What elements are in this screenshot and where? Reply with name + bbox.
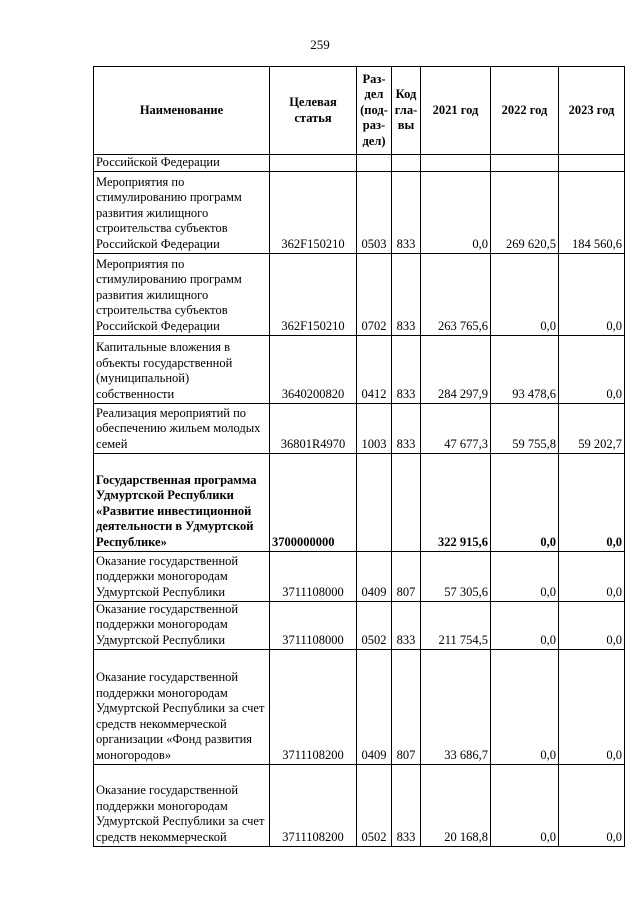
row-value-2022: 93 478,6 (491, 335, 559, 403)
row-name: Оказание государственной поддержки моногородам Удмуртской Республики (94, 601, 270, 649)
row-section (357, 453, 392, 551)
row-value-2022: 59 755,8 (491, 403, 559, 453)
row-target-article: 3711108000 (270, 551, 357, 601)
row-section: 0502 (357, 764, 392, 846)
row-target-article (270, 155, 357, 172)
row-chapter: 807 (392, 649, 421, 764)
row-target-article: 3640200820 (270, 335, 357, 403)
row-value-2023: 0,0 (559, 453, 625, 551)
row-name: Оказание государственной поддержки моногородам Удмуртской Республики за счет средств некоммерческой (94, 764, 270, 846)
row-chapter: 833 (392, 253, 421, 335)
row-name: Государственная программа Удмуртской Республики «Развитие инвестиционной деятельности в Удмуртской Республике» (94, 453, 270, 551)
row-value-2021: 322 915,6 (421, 453, 491, 551)
table-row (94, 403, 625, 453)
header-year-2023: 2023 год (559, 67, 625, 155)
table-row (94, 649, 625, 764)
row-chapter: 807 (392, 551, 421, 601)
row-target-article: 3711108000 (270, 601, 357, 649)
row-target-article: 3711108200 (270, 764, 357, 846)
row-value-2023: 0,0 (559, 253, 625, 335)
table-row (94, 453, 625, 551)
row-target-article: 36801R4970 (270, 403, 357, 453)
row-section: 0503 (357, 171, 392, 253)
row-section: 0409 (357, 551, 392, 601)
row-chapter: 833 (392, 171, 421, 253)
row-target-article: 3700000000 (270, 453, 357, 551)
row-value-2023 (559, 155, 625, 172)
row-section: 1003 (357, 403, 392, 453)
row-section: 0702 (357, 253, 392, 335)
header-name: Наименование (94, 67, 270, 155)
table-row (94, 551, 625, 601)
row-value-2022: 0,0 (491, 253, 559, 335)
table-row (94, 171, 625, 253)
header-section: Раз-дел (под-раз-дел) (357, 67, 392, 155)
row-value-2023: 0,0 (559, 649, 625, 764)
row-value-2023: 0,0 (559, 335, 625, 403)
row-value-2023: 59 202,7 (559, 403, 625, 453)
row-value-2021: 284 297,9 (421, 335, 491, 403)
row-value-2021: 211 754,5 (421, 601, 491, 649)
row-name: Российской Федерации (94, 155, 270, 172)
header-chapter-code: Код гла-вы (392, 67, 421, 155)
header-row (94, 67, 625, 155)
row-chapter (392, 155, 421, 172)
row-name: Мероприятия по стимулированию программ развития жилищного строительства субъектов Российской Федерации (94, 171, 270, 253)
row-chapter: 833 (392, 403, 421, 453)
row-value-2021: 0,0 (421, 171, 491, 253)
row-chapter: 833 (392, 335, 421, 403)
row-chapter: 833 (392, 764, 421, 846)
table-row (94, 155, 625, 172)
row-target-article: 362F150210 (270, 171, 357, 253)
row-target-article: 362F150210 (270, 253, 357, 335)
header-year-2022: 2022 год (491, 67, 559, 155)
row-chapter (392, 453, 421, 551)
row-value-2022: 0,0 (491, 764, 559, 846)
table-row (94, 601, 625, 649)
row-section: 0412 (357, 335, 392, 403)
table-row (94, 335, 625, 403)
row-value-2021: 57 305,6 (421, 551, 491, 601)
header-year-2021: 2021 год (421, 67, 491, 155)
row-name: Оказание государственной поддержки моногородам Удмуртской Республики за счет средств некоммерческой организации «Фонд развития моногородов» (94, 649, 270, 764)
page-number: 259 (310, 37, 330, 52)
row-section: 0502 (357, 601, 392, 649)
row-value-2022 (491, 155, 559, 172)
row-target-article: 3711108200 (270, 649, 357, 764)
row-value-2023: 0,0 (559, 601, 625, 649)
row-value-2023: 0,0 (559, 551, 625, 601)
row-value-2021: 263 765,6 (421, 253, 491, 335)
row-value-2022: 269 620,5 (491, 171, 559, 253)
row-section (357, 155, 392, 172)
row-name: Реализация мероприятий по обеспечению жильем молодых семей (94, 403, 270, 453)
row-value-2022: 0,0 (491, 601, 559, 649)
row-value-2021: 47 677,3 (421, 403, 491, 453)
row-value-2022: 0,0 (491, 551, 559, 601)
row-name: Оказание государственной поддержки моногородам Удмуртской Республики (94, 551, 270, 601)
row-value-2021 (421, 155, 491, 172)
header-target-article: Целевая статья (270, 67, 357, 155)
table-row (94, 764, 625, 846)
budget-table (93, 66, 625, 847)
row-value-2023: 0,0 (559, 764, 625, 846)
row-value-2023: 184 560,6 (559, 171, 625, 253)
table-row (94, 253, 625, 335)
row-value-2022: 0,0 (491, 453, 559, 551)
row-value-2022: 0,0 (491, 649, 559, 764)
row-section: 0409 (357, 649, 392, 764)
row-chapter: 833 (392, 601, 421, 649)
row-name: Капитальные вложения в объекты государственной (муниципальной) собственности (94, 335, 270, 403)
row-value-2021: 20 168,8 (421, 764, 491, 846)
row-value-2021: 33 686,7 (421, 649, 491, 764)
row-name: Мероприятия по стимулированию программ развития жилищного строительства субъектов Российской Федерации (94, 253, 270, 335)
